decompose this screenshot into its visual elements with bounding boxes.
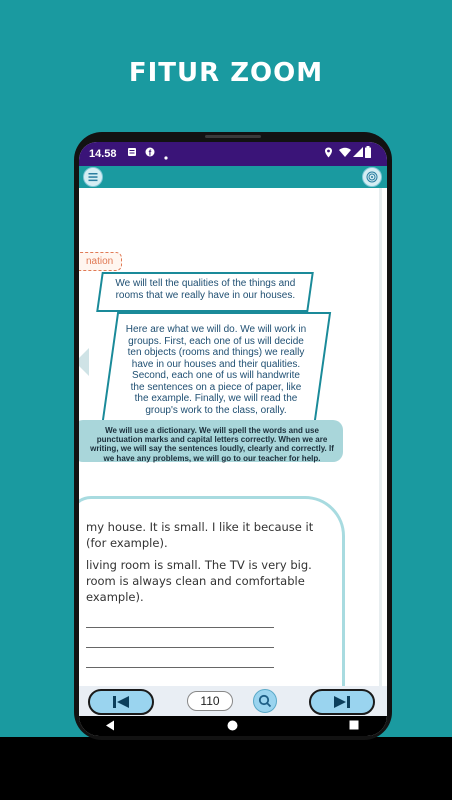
writing-line bbox=[86, 647, 274, 648]
recents-icon[interactable] bbox=[349, 720, 359, 732]
writing-line bbox=[86, 627, 274, 628]
skip-previous-icon bbox=[90, 691, 152, 713]
example-card bbox=[79, 496, 345, 686]
book-page[interactable] bbox=[79, 188, 387, 686]
signal-icon bbox=[353, 147, 363, 160]
example-line-1: my house. It is small. I like it because it bbox=[86, 520, 314, 534]
phone-frame bbox=[74, 132, 392, 740]
status-time: 14.58 bbox=[89, 148, 117, 160]
svg-text:f: f bbox=[148, 148, 152, 157]
left-arrow-shape bbox=[79, 348, 89, 376]
page-edge bbox=[379, 188, 382, 686]
reader-toolbar bbox=[79, 686, 387, 716]
steps-text: Here are what we will do. We will work in groups. First, each one of us will decide ten objects (rooms and things) we really have in our houses and their qualities. Second, each one of us will handwrite the sentences on a piece of paper, like the example. Finally, we will read the group's work to the class, orally. bbox=[125, 324, 307, 416]
status-bar bbox=[79, 142, 387, 166]
writing-line bbox=[86, 667, 274, 668]
example-line-3: living room is small. The TV is very big. bbox=[86, 558, 312, 572]
section-tag: nation bbox=[79, 252, 122, 271]
example-line-2: (for example). bbox=[86, 536, 168, 550]
steps-box bbox=[101, 312, 331, 428]
banner-title: FITUR ZOOM bbox=[128, 58, 324, 88]
menu-icon bbox=[84, 168, 102, 186]
example-line-5: example). bbox=[86, 590, 144, 604]
fingerprint-button[interactable] bbox=[362, 167, 382, 187]
home-icon[interactable] bbox=[227, 720, 238, 733]
previous-page-button[interactable] bbox=[88, 689, 154, 715]
app-bar bbox=[79, 166, 387, 188]
battery-icon bbox=[365, 146, 371, 161]
facebook-icon bbox=[145, 147, 155, 160]
wifi-icon bbox=[339, 147, 351, 160]
bottom-band bbox=[0, 737, 452, 800]
skip-next-icon bbox=[311, 691, 373, 713]
goal-box bbox=[96, 272, 314, 312]
example-line-4: room is always clean and comfortable bbox=[86, 574, 305, 588]
goal-text: We will tell the qualities of the things and rooms that we really have in our houses. bbox=[115, 278, 296, 301]
system-nav-bar bbox=[79, 716, 387, 736]
fingerprint-icon bbox=[363, 168, 381, 186]
menu-button[interactable] bbox=[83, 167, 103, 187]
rules-note: We will use a dictionary. We will spell the words and use punctuation marks and capital letters correctly. When we are writing, we will say the sentences loudly, clearly and correctly. If we have any problems, we will go to our teacher for help. bbox=[79, 420, 343, 462]
phone-screen bbox=[79, 142, 387, 736]
search-button[interactable] bbox=[253, 689, 277, 713]
search-icon bbox=[254, 690, 276, 712]
location-icon bbox=[324, 147, 333, 161]
next-page-button[interactable] bbox=[309, 689, 375, 715]
back-icon[interactable] bbox=[105, 720, 115, 733]
notification-dot-icon bbox=[164, 151, 168, 163]
phone-speaker bbox=[205, 135, 261, 138]
page-number[interactable]: 110 bbox=[187, 691, 233, 711]
message-icon bbox=[127, 147, 137, 160]
